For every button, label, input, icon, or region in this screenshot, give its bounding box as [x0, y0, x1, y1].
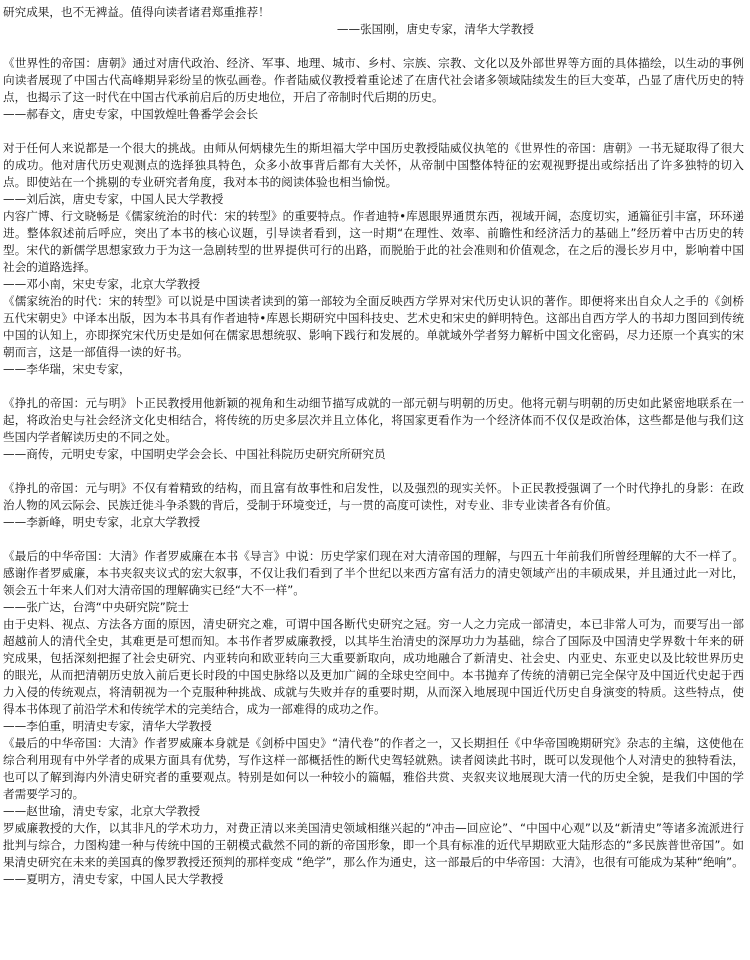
endorsement-paragraph: 《挣扎的帝国：元与明》卜正民教授用他新颖的视角和生动细节描写成就的一部元朝与明朝的历史。他将元朝与明朝的历史如此紧密地联系在一起，将政治史与社会经济文化史相结合，将传统的历史多层次并且立体化，将国家更看作为一个经济体而不仅仅是政治体，这些都是他与我们这些国内学者解读历史的不同之处。	[3, 396, 744, 444]
endorser-attribution: ——李伯重，明清史专家，清华大学教授	[3, 719, 212, 733]
endorsement-paragraph: 《最后的中华帝国：大清》作者罗威廉本身就是《剑桥中国史》“清代卷”的作者之一，又长期担任《中华帝国晚期研究》杂志的主编，这使他在综合利用现有中外学者的成果方面具有优势，写作这样一部概括性的断代史驾轻就熟。读者阅读此书时，既可以发现他个人对清史的独特看法，也可以了解到海内外清史研究者的重要观点。特别是如何以一种较小的篇幅，雅俗共赏、夹叙夹议地展现大清一代的历史全貌，是我们中国的学者需要学习的。	[3, 736, 744, 801]
endorser-attribution: ——张广达，台湾“中央研究院”院士	[3, 600, 189, 614]
endorsement-paragraph: 《挣扎的帝国：元与明》不仅有着精致的结构，而且富有故事性和启发性，以及强烈的现实关怀。卜正民教授强调了一个时代挣扎的身影：在政治人物的风云际会、民族迁徙斗争杀戮的背后，受制于环境变迁，与一贯的高度可读性，对专业、非专业读者各有价值。	[3, 481, 744, 512]
paragraph-spacer	[3, 38, 744, 55]
paragraph-spacer	[3, 463, 744, 480]
paragraph-spacer	[3, 531, 744, 548]
endorser-attribution: ——张国刚，唐史专家，清华大学教授	[336, 22, 534, 36]
endorser-attribution: ——刘后滨，唐史专家，中国人民大学教授	[3, 192, 224, 206]
endorser-attribution: ——郝春文，唐史专家，中国敦煌吐鲁番学会会长	[3, 107, 259, 121]
endorsement-paragraph: 罗威廉教授的大作，以其非凡的学术功力，对费正清以来美国清史领域相继兴起的“冲击—回应论”、“中国中心观”以及“新清史”等诸多流派进行批判与综合，力图构建一种与传统中国的王朝模式截然不同的新的帝国形象，即一个具有标准的近代早期欧亚大陆形态的“多民族普世帝国”。如果清史研究在未来的美国真的像罗教授还预判的那样变成 “绝学”，那么作为通史，这一部最后的中华帝国：大清》，也很有可能成为某种“绝响”。	[3, 821, 744, 869]
endorser-attribution: ——商传，元明史专家，中国明史学会会长、中国社科院历史研究所研究员	[3, 447, 386, 461]
endorser-attribution: ——李新峰，明史专家，北京大学教授	[3, 515, 201, 529]
endorsement-paragraph: 《世界性的帝国：唐朝》通过对唐代政治、经济、军事、地理、城市、乡村、宗族、宗教、文化以及外部世界等方面的具体描绘，以生动的事例向读者展现了中国古代高峰期异彩纷呈的恢弘画卷。作者陆威仪教授着重论述了在唐代社会诸多领域陆续发生的巨大变革，凸显了唐代历史的特点，也揭示了这一时代在中国古代承前启后的历史地位，开启了帝制时代后期的历史。	[3, 56, 744, 104]
endorsement-paragraph: 由于史料、视点、方法各方面的原因，清史研究之难，可谓中国各断代史研究之冠。穷一人之力完成一部清史，本已非常人可为，而要写出一部超越前人的清代全史，其难更是可想而知。本书作者罗威廉教授，以其毕生治清史的深厚功力为基础，综合了国际及中国清史学界数十年来的研究成果，包括深刻把握了社会史研究、内亚转向和欧亚转向三大重要新取向，成功地融合了新清史、社会史、内亚史、东亚史以及比较世界历史的眼光，从而把清朝历史放入前后更长时段的中国史脉络以及更加广阔的全球史空间中。本书抛弃了传统的清朝已完全保守及中国近代史起于西力入侵的传统观点，将清朝视为一个克服种种挑战、成就与失败并存的重要时期，从而深入地展现中国近代历史自身演变的特质。这些特点，使得本书体现了前沿学术和传统学术的完美结合，成为一部难得的成功之作。	[3, 617, 744, 716]
endorsement-paragraph: 《最后的中华帝国：大清》作者罗威廉在本书《导言》中说：历史学家们现在对大清帝国的理解，与四五十年前我们所曾经理解的大不一样了。感谢作者罗威廉，本书夹叙夹议式的宏大叙事，不仅让我们看到了半个世纪以来西方富有活力的清史领域产出的丰硕成果，并且通过此一对比，领会五十年来人们对大清帝国的理解确实已经“大不一样”。	[3, 549, 744, 597]
endorsement-paragraph: 对于任何人来说都是一个很大的挑战。由师从何炳棣先生的斯坦福大学中国历史教授陆威仪执笔的《世界性的帝国：唐朝》一书无疑取得了很大的成功。他对唐代历史观测点的选择独具特色，众多小故事背后都有大关怀，从帝制中国整体特征的宏观视野提出或综括出了许多独特的切入点。即使站在一个挑剔的专业研究者角度，我对本书的阅读体验也相当愉悦。	[3, 141, 744, 189]
endorsement-paragraph: 研究成果，也不无裨益。值得向读者诸君郑重推荐！	[3, 5, 270, 19]
paragraph-spacer	[3, 378, 744, 395]
paragraph-spacer	[3, 123, 744, 140]
endorser-attribution: ——李华瑞，宋史专家，	[3, 362, 131, 376]
endorsement-paragraph: 内容广博、行文晓畅是《儒家统治的时代：宋的转型》的重要特点。作者迪特•库恩眼界通贯东西，视域开阔，态度切实，通篇征引丰富，环环递进。整体叙述前后呼应，突出了本书的核心议题，引导读者看到，这一时期“在理性、效率、前瞻性和经济活力的基础上”经历着中古历史的转型。宋代的新儒学思想家致力于为这一急剧转型的世界提供可行的出路，而脱胎于此的社会准则和价值观念，在之后的漫长岁月中，影响着中国社会的道路选择。	[3, 209, 744, 274]
endorser-attribution: ——邓小南，宋史专家，北京大学教授	[3, 277, 201, 291]
endorsement-paragraph: 《儒家统治的时代：宋的转型》可以说是中国读者读到的第一部较为全面反映西方学界对宋代历史认识的著作。即便将来出自众人之手的《剑桥五代宋朝史》中译本出版，因为本书具有作者迪特•库恩长期研究中国科技史、艺术史和宋史的鲜明特色。这部出自西方学人的书却力图回到传统中国的认知上，亦即探究宋代历史是如何在儒家思想统驭、影响下践行和发展的。单就域外学者努力解析中国文化密码，尽力还原一个真实的宋朝而言，这是一部值得一读的好书。	[3, 294, 744, 359]
endorser-attribution: ——赵世瑜，清史专家，北京大学教授	[3, 804, 201, 818]
endorser-attribution: ——夏明方，清史专家，中国人民大学教授	[3, 872, 224, 886]
